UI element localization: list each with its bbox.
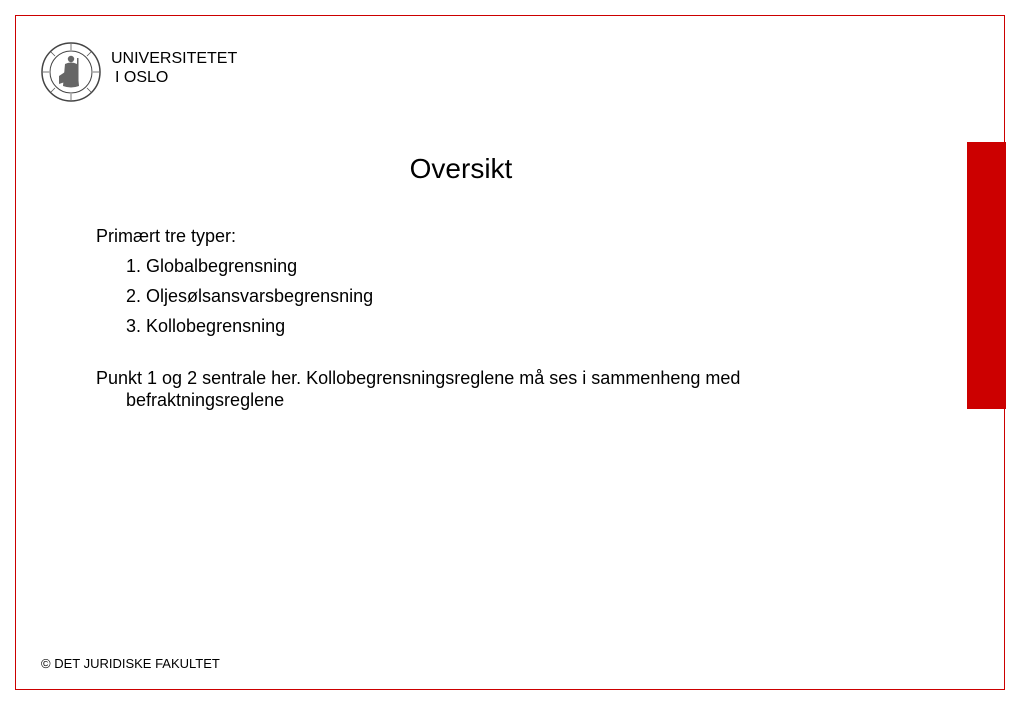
list-item: 1. Globalbegrensning — [126, 256, 298, 276]
university-seal-icon — [41, 42, 101, 102]
summary-paragraph: Punkt 1 og 2 sentrale her. Kollobegrensningsreglene må ses i sammenheng med befraktningsreglene — [96, 368, 741, 410]
type-list — [96, 255, 856, 337]
accent-bar — [967, 142, 1006, 409]
university-name-line2: I OSLO — [115, 69, 169, 86]
list-item: 3. Kollobegrensning — [126, 316, 286, 336]
university-name-line1: UNIVERSITETET — [111, 50, 238, 67]
list-item: 2. Oljesølsansvarsbegrensning — [126, 286, 374, 306]
university-name — [111, 49, 237, 87]
intro-text: Primært tre typer: — [96, 226, 237, 246]
slide-body — [96, 225, 856, 429]
slide-title: Oversikt — [409, 153, 513, 184]
footer-copyright: © DET JURIDISKE FAKULTET — [41, 656, 220, 671]
